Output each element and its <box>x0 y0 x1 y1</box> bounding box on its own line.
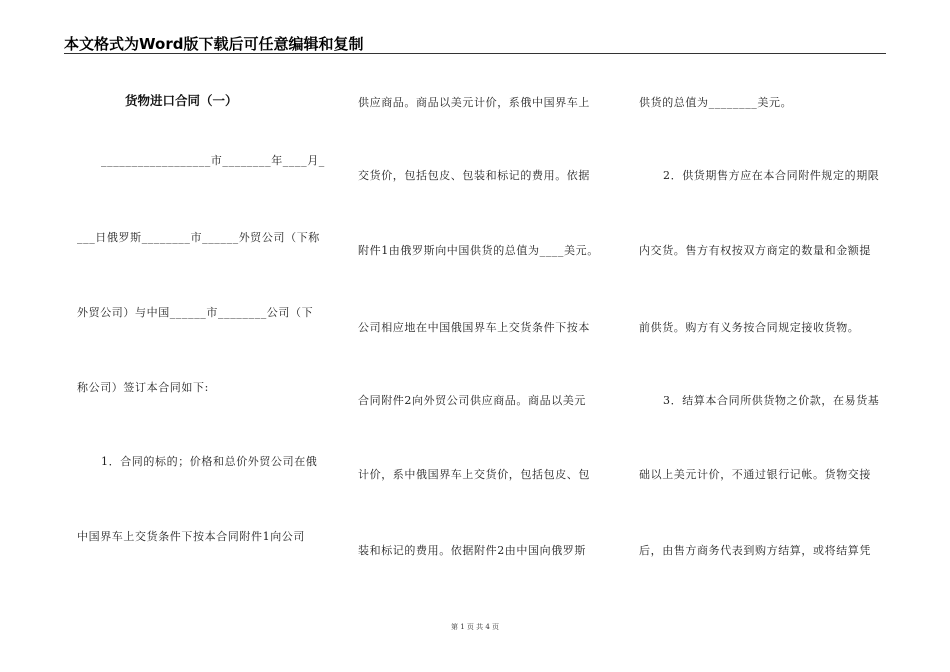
text-line: 1．合同的标的；价格和总价外贸公司在俄 <box>101 455 318 468</box>
text-line: 前供货。购方有义务按合同规定接收货物。 <box>639 321 860 334</box>
text-line: 称公司）签订本合同如下: <box>77 381 209 394</box>
text-line: 公司相应地在中国俄国界车上交货条件下按本 <box>358 321 590 334</box>
text-line: 交货价，包括包皮、包装和标记的费用。依据 <box>358 169 590 182</box>
text-line: 计价，系中俄国界车上交货价，包括包皮、包 <box>358 468 590 481</box>
text-line: 外贸公司）与中国______市________公司（下 <box>77 306 314 319</box>
text-line: 中国界车上交货条件下按本合同附件1向公司 <box>77 530 305 543</box>
text-line: 供应商品。商品以美元计价，系俄中国界车上 <box>358 96 590 109</box>
text-line: 2．供货期售方应在本合同附件规定的期限 <box>663 169 880 182</box>
text-line: ___日俄罗斯________市______外贸公司（下称 <box>77 231 320 244</box>
text-line: 装和标记的费用。依据附件2由中国向俄罗斯 <box>358 544 586 557</box>
text-line: 合同附件2向外贸公司供应商品。商品以美元 <box>358 394 586 407</box>
header-divider <box>64 53 886 54</box>
document-title: 货物进口合同（一） <box>125 93 238 108</box>
text-line: 附件1由俄罗斯向中国供货的总值为____美元。 <box>358 244 599 257</box>
text-line: 础以上美元计价，不通过银行记帐。货物交接 <box>639 468 871 481</box>
text-line: __________________市________年____月_ <box>101 154 325 167</box>
text-line: 3．结算本合同所供货物之价款，在易货基 <box>663 394 880 407</box>
page-number: 第 1 页 共 4 页 <box>450 623 500 631</box>
text-line: 内交货。售方有权按双方商定的数量和金额提 <box>639 244 871 257</box>
document-banner: 本文格式为Word版下载后可任意编辑和复制 <box>64 35 364 53</box>
text-line: 供货的总值为________美元。 <box>639 96 793 109</box>
text-line: 后，由售方商务代表到购方结算，或将结算凭 <box>639 544 871 557</box>
